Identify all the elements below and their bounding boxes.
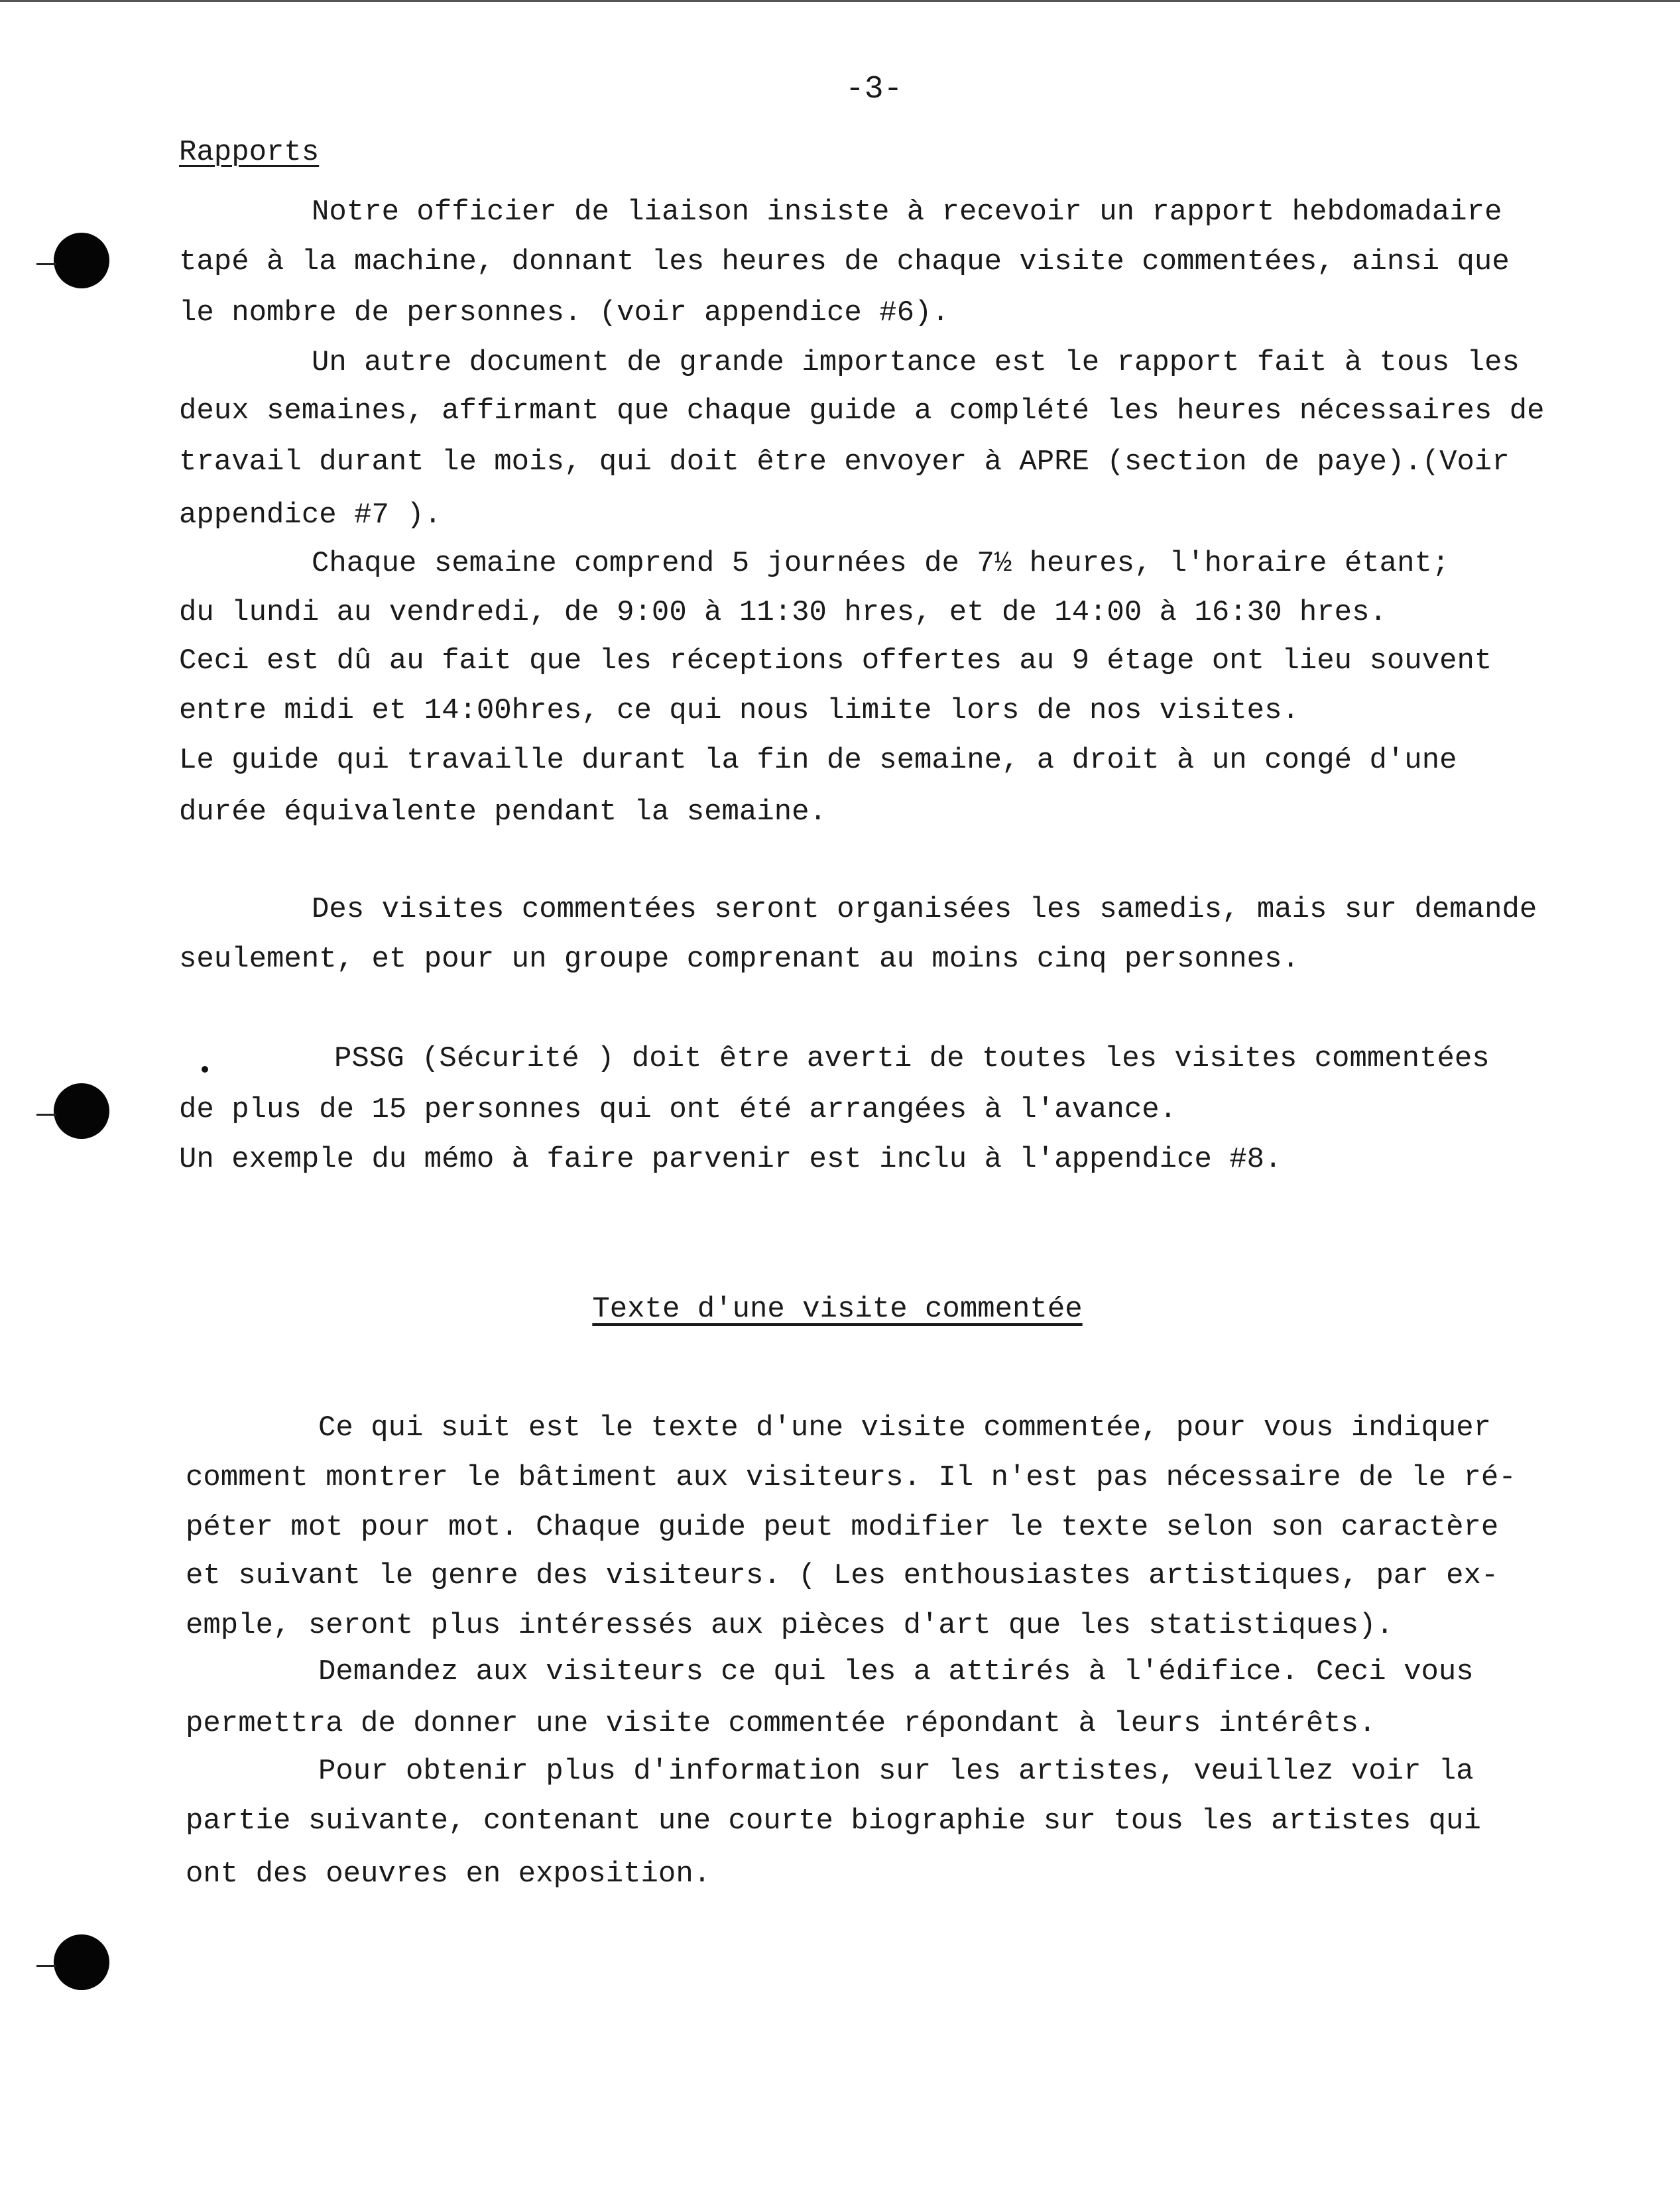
paragraph-line: péter mot pour mot. Chaque guide peut modifier le texte selon son caractère <box>186 1511 1499 1544</box>
paragraph-line: Des visites commentées seront organisées les samedis, mais sur demande <box>312 893 1537 926</box>
section-title-text: Texte d'une visite commentée <box>592 1293 1083 1326</box>
paragraph-line: comment montrer le bâtiment aux visiteurs. Il n'est pas nécessaire de le ré- <box>186 1461 1516 1494</box>
paragraph-line: et suivant le genre des visiteurs. ( Les enthousiastes artistiques, par ex- <box>186 1559 1499 1592</box>
paragraph-line: du lundi au vendredi, de 9:00 à 11:30 hres, et de 14:00 à 16:30 hres. <box>179 596 1387 629</box>
paragraph-line: de plus de 15 personnes qui ont été arrangées à l'avance. <box>179 1093 1177 1126</box>
paragraph-line: emple, seront plus intéressés aux pièces d'art que les statistiques). <box>186 1609 1394 1642</box>
punch-hole-middle <box>54 1083 109 1139</box>
paragraph-line: travail durant le mois, qui doit être envoyer à APRE (section de paye).(Voir <box>179 445 1510 479</box>
paragraph-line: Notre officier de liaison insiste à recevoir un rapport hebdomadaire <box>312 196 1502 229</box>
section-title-visite <box>0 1293 1680 1326</box>
paragraph-line: deux semaines, affirmant que chaque guide a complété les heures nécessaires de <box>179 394 1545 428</box>
paragraph-line: Chaque semaine comprend 5 journées de 7½ heures, l'horaire étant; <box>312 547 1450 580</box>
paragraph-line: Ceci est dû au fait que les réceptions offertes au 9 étage ont lieu souvent <box>179 644 1492 678</box>
paragraph-line: seulement, et pour un groupe comprenant au moins cinq personnes. <box>179 943 1299 976</box>
paragraph-line: Ce qui suit est le texte d'une visite commentée, pour vous indiquer <box>318 1411 1492 1445</box>
paragraph-line: permettra de donner une visite commentée répondant à leurs intérêts. <box>186 1707 1376 1740</box>
paragraph-line: PSSG (Sécurité ) doit être averti de toutes les visites commentées <box>334 1042 1490 1075</box>
paragraph-line: durée équivalente pendant la semaine. <box>179 796 827 829</box>
paragraph-line: partie suivante, contenant une courte biographie sur tous les artistes qui <box>186 1804 1481 1838</box>
paragraph-line: appendice #7 ). <box>179 499 442 532</box>
paragraph-line: tapé à la machine, donnant les heures de chaque visite commentées, ainsi que <box>179 245 1510 278</box>
paragraph-line: Un autre document de grande importance est le rapport fait à tous les <box>312 346 1520 379</box>
bullet-dot <box>202 1066 208 1073</box>
paragraph-line: Pour obtenir plus d'information sur les artistes, veuillez voir la <box>318 1755 1474 1788</box>
paragraph-line: Un exemple du mémo à faire parvenir est inclu à l'appendice #8. <box>179 1143 1282 1176</box>
page-number: -3- <box>845 72 903 107</box>
punch-hole-bottom <box>54 1934 109 1990</box>
paragraph-line: entre midi et 14:00hres, ce qui nous limite lors de nos visites. <box>179 694 1299 727</box>
top-edge-rule <box>0 0 1680 2</box>
paragraph-line: le nombre de personnes. (voir appendice #6). <box>179 296 949 329</box>
punch-hole-top <box>54 233 109 288</box>
section-heading-rapports: Rapports <box>179 136 320 169</box>
paragraph-line: Demandez aux visiteurs ce qui les a attirés à l'édifice. Ceci vous <box>318 1655 1474 1688</box>
paragraph-line: ont des oeuvres en exposition. <box>186 1858 711 1891</box>
paragraph-line: Le guide qui travaille durant la fin de semaine, a droit à un congé d'une <box>179 744 1457 777</box>
